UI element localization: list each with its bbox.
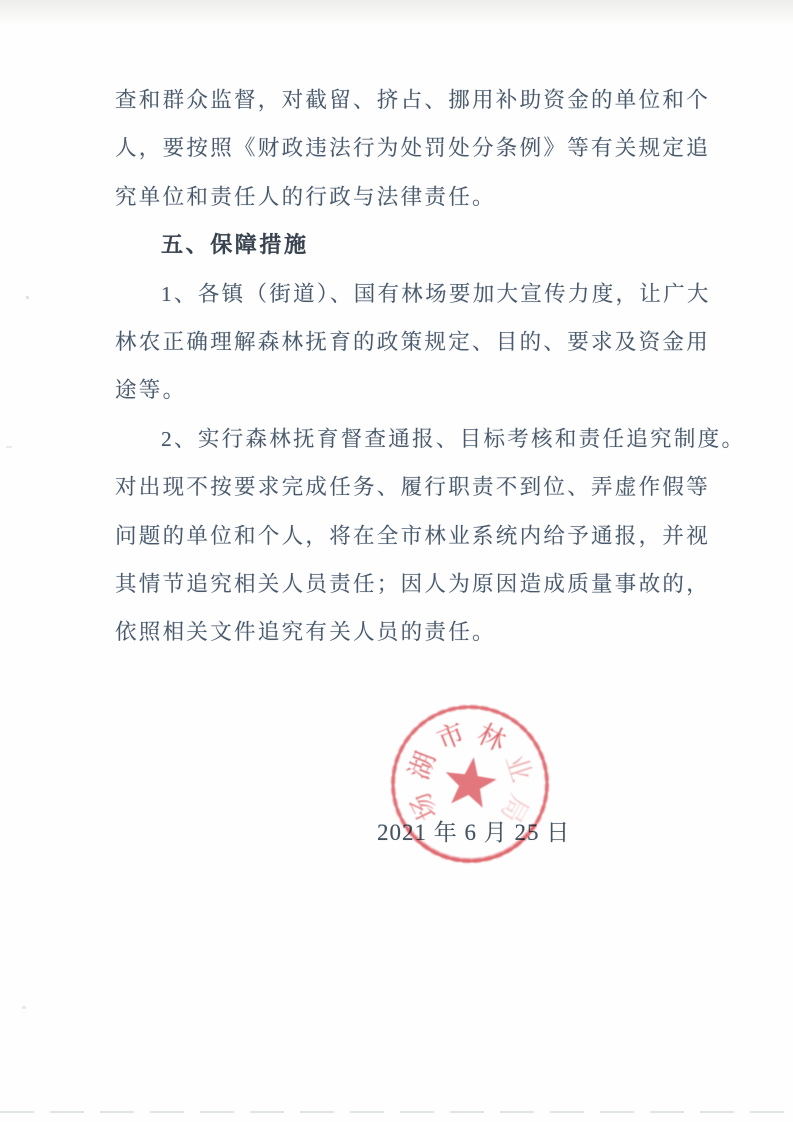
official-seal-stamp [384, 698, 556, 870]
scan-artifact [22, 1006, 26, 1009]
seal-arc-character: 湖 [403, 747, 442, 784]
seal-arc-character: 业 [500, 750, 537, 786]
seal-arc-character: 场 [404, 787, 444, 826]
scan-artifact [6, 446, 12, 448]
seal-arc-character: 局 [494, 789, 535, 828]
star-icon [442, 754, 500, 809]
text-line: 2、实行森林抚育督查通报、目标考核和责任追究制度。 [161, 426, 746, 451]
date-line: 2021 年 6 月 25 日 [377, 820, 571, 845]
page-top-edge-shade [0, 0, 793, 26]
document-body [115, 76, 755, 657]
seal-arc-character: 市 [432, 717, 470, 756]
text-line: 查和群众监督，对截留、挤占、挪用补助资金的单位和个 [115, 88, 711, 112]
text-line: 林农正确理解森林抚育的政策规定、目的、要求及资金用 [115, 329, 711, 354]
section-heading: 五、保障措施 [161, 232, 309, 258]
page-bottom-edge [0, 1111, 793, 1113]
text-line: 究单位和责任人的行政与法律责任。 [115, 184, 496, 209]
text-line: 1、各镇（街道）、国有林场要加大宣传力度，让广大 [161, 281, 711, 306]
text-line: 问题的单位和个人，将在全市林业系统内给予通报，并视 [115, 523, 711, 548]
seal-arc-character: 林 [473, 718, 511, 758]
text-line: 人，要按照《财政违法行为处罚处分条例》等有关规定追 [115, 136, 711, 161]
text-line: 对出现不按要求完成任务、履行职责不到位、弄虚作假等 [115, 475, 711, 500]
scan-artifact [26, 296, 29, 299]
text-line: 依照相关文件追究有关人员的责任。 [115, 620, 496, 645]
text-line: 其情节追究相关人员责任；因人为原因造成质量事故的， [115, 571, 711, 596]
text-line: 途等。 [115, 378, 187, 403]
